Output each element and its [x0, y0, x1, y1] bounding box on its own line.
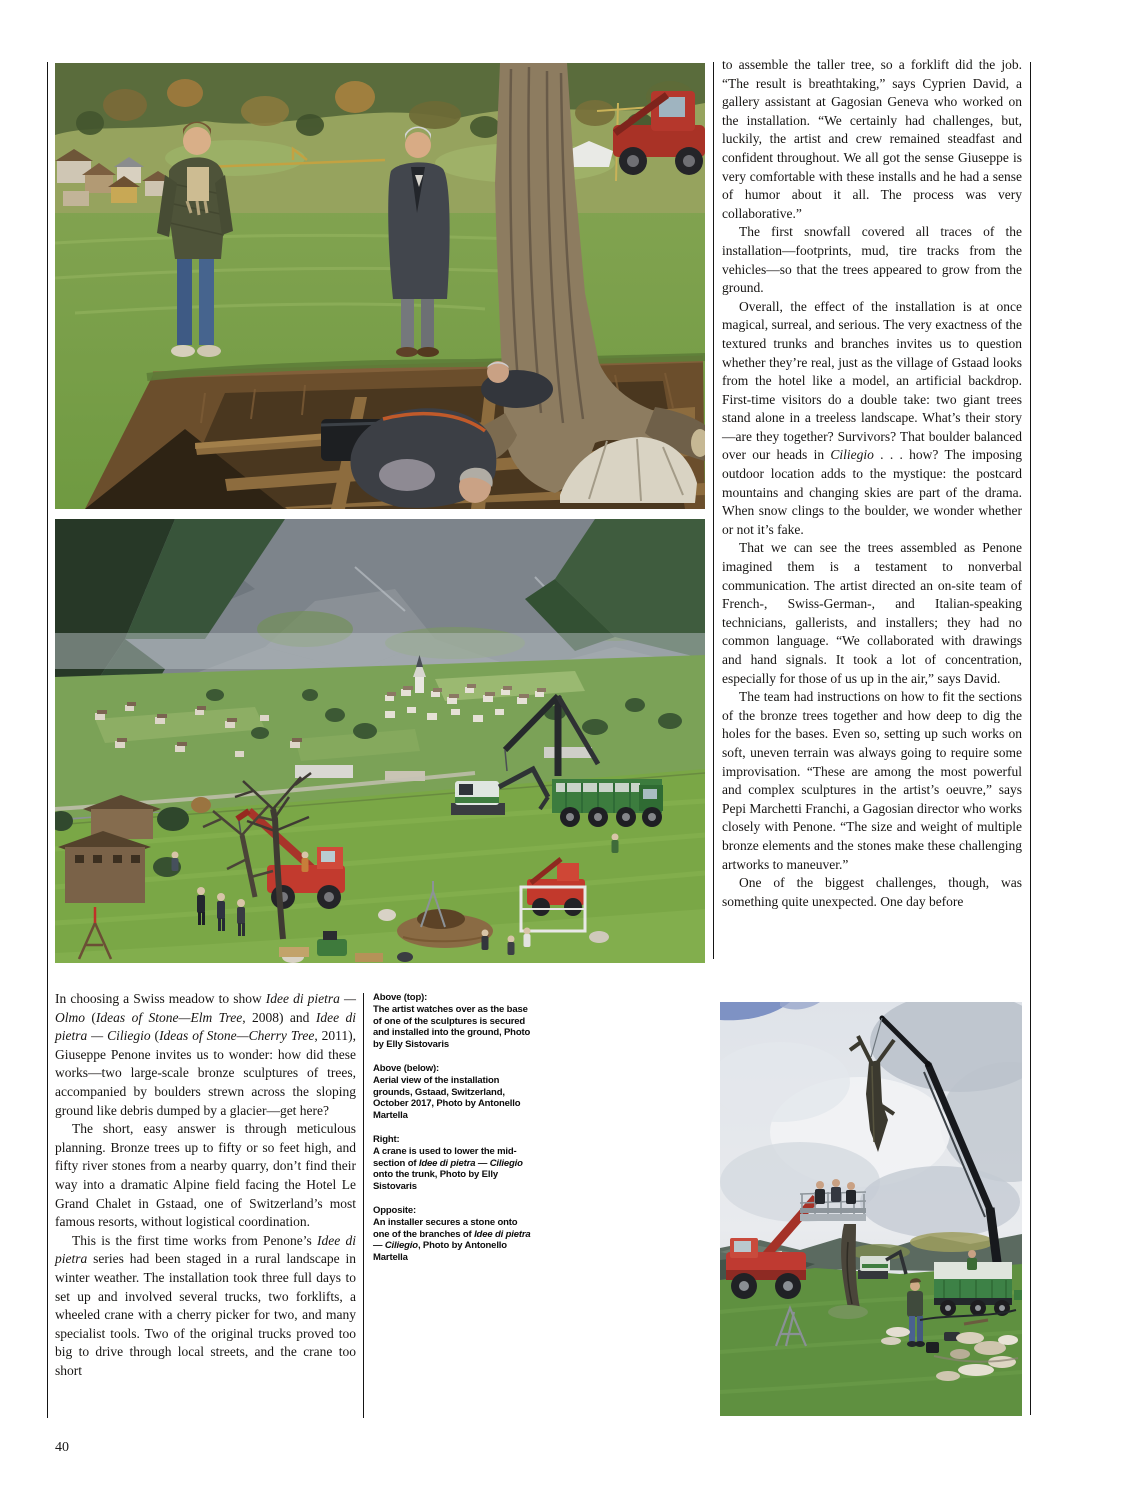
- photo-caption: [373, 1134, 533, 1193]
- body-paragraph: The team had instructions on how to fit the sections of the bronze trees together and how deep to dig the holes for the bases. Even so, setting up such works on soft, uneven terrain was always going to require some improvisation. “These are among the most powerful and complex sculptures in the artist’s oeuvre,” says Pepi Marchetti Franchi, a Gagosian director who works closely with Penone. “The size and weight of multiple bronze elements and the stones make these challenging artworks to maneuver.”: [722, 689, 1022, 872]
- right-column-rule-right: [1030, 62, 1031, 1415]
- installation-base-illustration: [55, 63, 705, 509]
- crane-lowering-photo: [720, 1002, 1022, 1416]
- right-column-rule-left: [713, 62, 714, 959]
- caption-label: Above (below):: [373, 1062, 439, 1074]
- photo-caption: [373, 992, 533, 1051]
- body-paragraph: In choosing a Swiss meadow to show Idee di pietra — Olmo (Ideas of Stone—Elm Tree, 2008) and Idee di pietra — Ciliegio (Ideas of Stone—Cherry Tree, 2011), Giuseppe Penone invites us to wonder: how did these works—two large-scale bronze sculptures of trees, accompanied by boulders strewn across the sloping ground like debris dumped by a glacier—get here?: [55, 991, 357, 1118]
- photo-caption: [373, 1063, 533, 1122]
- caption-text: A crane is used to lower the mid-section of Idee di pietra — Ciliegio onto the trunk, Photo by Elly Sistovaris: [373, 1145, 523, 1193]
- article-column-left: [55, 990, 356, 1380]
- caption-label: Above (top):: [373, 992, 428, 1003]
- caption-text: An installer secures a stone onto one of the branches of Idee di pietra — Ciliegio, Photo by Antonello Martella: [373, 1216, 531, 1264]
- caption-text: Aerial view of the installation grounds, Gstaad, Switzerland, October 2017, Photo by Antonello Martella: [373, 1074, 521, 1122]
- photo-caption: [373, 1205, 533, 1264]
- captions-column: [373, 992, 533, 1276]
- body-paragraph: One of the biggest challenges, though, was something quite unexpected. One day before: [722, 875, 1022, 909]
- body-paragraph: The short, easy answer is through meticulous planning. Bronze trees up to fifty or so feet high, and fifty river stones from a nearby quarry, don’t find their way into a dramatic Alpine field facing the Hotel Le Grand Chalet in Gstaad, one of Switzerland’s most famous resorts, without logistical coordination.: [55, 1121, 356, 1230]
- caption-label: Right:: [373, 1133, 400, 1145]
- body-paragraph: to assemble the taller tree, so a forklift did the job. “The result is breathtaking,” says Cyprien David, a gallery assistant at Gagosian Geneva who worked on the installation. “We certainly had challenges, but, luckily, the artist and crew remained steadfast and confident throughout. We all got the sense Giuseppe is very comfortable with these installs and he had a sense of humor about it all. The process was very collaborative.”: [722, 57, 1022, 221]
- aerial-installation-photo: [55, 519, 705, 963]
- aerial-view-illustration: [55, 519, 705, 963]
- page-number: 40: [55, 1440, 69, 1455]
- body-paragraph: The first snowfall covered all traces of the installation—footprints, mud, tire tracks from the vehicles—so that the trees appeared to grow from the ground.: [722, 224, 1022, 296]
- column-rule-middle: [363, 993, 364, 1418]
- article-column-right: [722, 56, 1022, 911]
- body-paragraph: This is the first time works from Penone’s Idee di pietra series had been staged in a rural landscape in winter weather. The installation took three full days to set up and involved several trucks, two forklifts, a wheeled crane with a cherry picker for two, and many specialist tools. Two of the original trucks proved too big to drive through local streets, and the crane too short: [55, 1232, 356, 1378]
- caption-label: Opposite:: [373, 1204, 416, 1216]
- body-paragraph: Overall, the effect of the installation is at once magical, surreal, and serious. The very exactness of the textured trunks and branches invites us to question whether they’re real, just as the village of Gstaad looks from the hotel like a model, an artificial backdrop. First-time visitors do a double take: two giant trees stand alone in a treeless landscape. What’s their story—are they together? Survivors? That boulder balanced over our heads in Ciliegio . . . how? The imposing outdoor location adds to the mystique: the postcard mountains and changing skies are part of the drama. When snow clings to the boulder, we wonder whether or not it’s fake.: [722, 298, 1022, 537]
- installation-base-photo: [55, 63, 705, 509]
- caption-text: The artist watches over as the base of one of the sculptures is secured and installed into the ground, Photo by Elly Sistovaris: [373, 1003, 531, 1051]
- column-rule-left: [47, 62, 48, 1418]
- crane-lowering-illustration: [720, 1002, 1022, 1416]
- body-paragraph: That we can see the trees assembled as Penone imagined them is a testament to nonverbal communication. The artist directed an on-site team of French-, Swiss-German-, and Italian-speaking technicians, gallerists, and installers; they had no common language. “We collaborated with drawings and hand signals. It took a lot of concentration, especially for those of us up in the air,” says David.: [722, 540, 1022, 686]
